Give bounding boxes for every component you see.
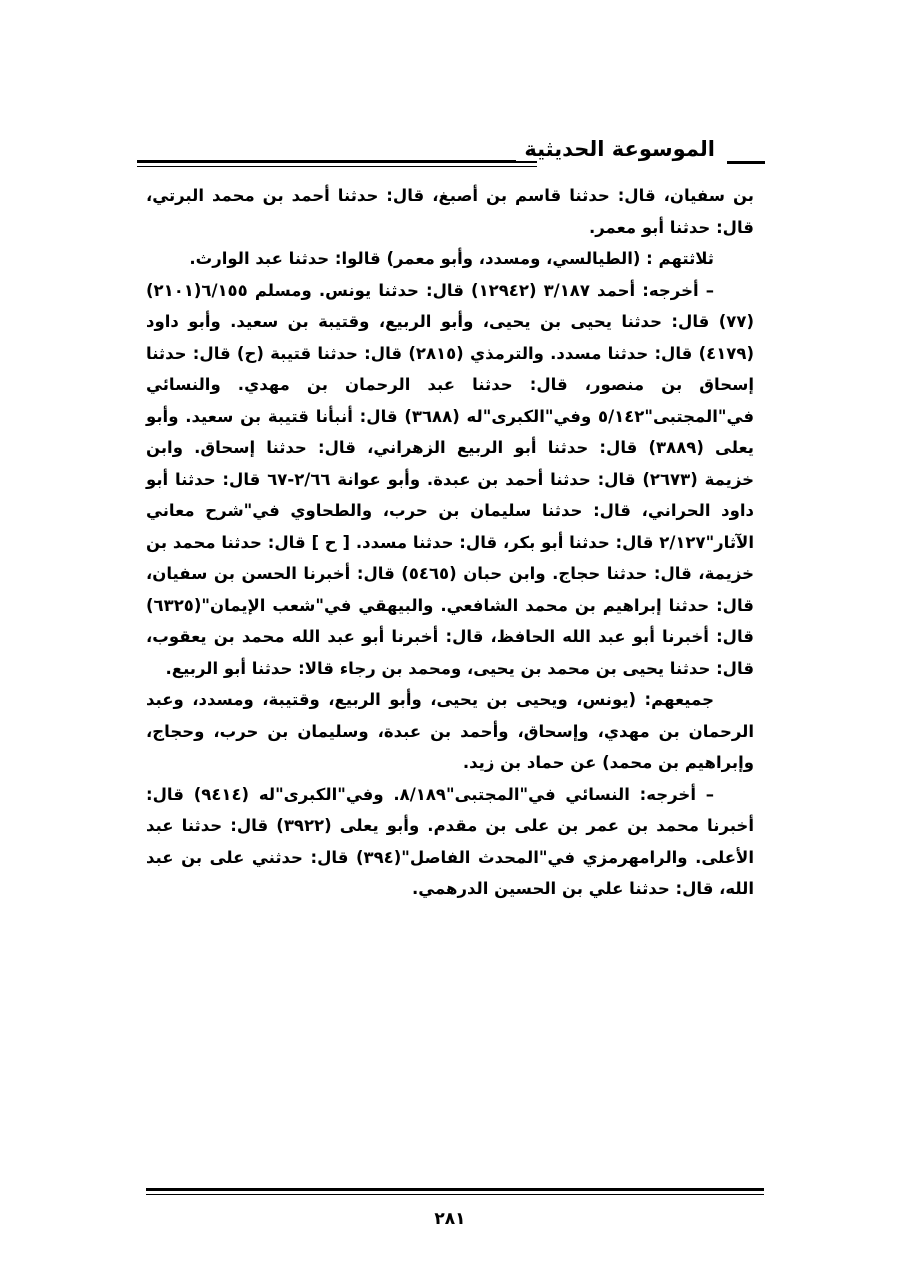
footer-rule-thin [146,1194,764,1195]
footer-rule-thick [146,1188,764,1191]
page-body [146,180,754,905]
header-rule-right [727,161,765,164]
page-number: ٢٨١ [434,1209,466,1229]
paragraph-continuation: بن سفيان، قال: حدثنا قاسم بن أصبغ، قال: حدثنا أحمد بن محمد البرتي، قال: حدثنا أبو معمر. [146,186,754,237]
running-header [137,135,765,175]
paragraph-takhrij-1: – أخرجه: أحمد ٣/١٨٧ (١٢٩٤٢) قال: حدثنا يونس. ومسلم ٦/١٥٥(٢١٠١) (٧٧) قال: حدثنا يحيى بن يحيى، وأبو الربيع، وقتيبة بن سعيد. وأبو داود (٤١٧٩) قال: حدثنا مسدد. والترمذي (٢٨١٥) قال: حدثنا قتيبة (ح) قال: حدثنا إسحاق بن منصور، قال: حدثنا عبد الرحمان بن مهدي. والنسائي في"المجتبى"٥/١٤٢ وفي"الكبرى"له (٣٦٨٨) قال: أنبأنا قتيبة بن سعيد. وأبو يعلى (٣٨٨٩) قال: حدثنا أبو الربيع الزهراني، قال: حدثنا إسحاق. وابن خزيمة (٢٦٧٣) قال: حدثنا أحمد بن عبدة. وأبو عوانة ٢/٦٦-٦٧ قال: حدثنا أبو داود الحراني، قال: حدثنا سليمان بن حرب، والطحاوي في"شرح معاني الآثار"٢/١٢٧ قال: حدثنا أبو بكر، قال: حدثنا مسدد. [ ح ] قال: حدثنا محمد بن خزيمة، قال: حدثنا حجاج. وابن حبان (٥٤٦٥) قال: أخبرنا الحسن بن سفيان، قال: حدثنا إبراهيم بن محمد الشافعي. والبيهقي في"شعب الإيمان"(٦٣٢٥) قال: أخبرنا أبو عبد الله الحافظ، قال: أخبرنا أبو عبد الله محمد بن يعقوب، قال: حدثنا يحيى بن محمد بن يحيى، ومحمد بن رجاء قالا: حدثنا أبو الربيع. [146,280,755,678]
header-title: الموسوعة الحديثية [516,137,723,161]
paragraph-all-of-them: جميعهم: (يونس، ويحيى بن يحيى، وأبو الربيع، وقتيبة، ومسدد، وعبد الرحمان بن مهدي، وإسحاق، وأحمد بن عبدة، وسليمان بن حرب، وحجاج، وإبراهيم بن محمد) عن حماد بن زيد. [146,690,754,772]
paragraph-trio: ثلاثتهم : (الطيالسي، ومسدد، وأبو معمر) قالوا: حدثنا عبد الوارث. [189,249,714,268]
header-rule-left-thick [137,160,537,163]
footer-rule [146,1188,764,1195]
header-rule-left-thin [137,166,537,167]
paragraph-takhrij-2: – أخرجه: النسائي في"المجتبى"٨/١٨٩. وفي"الكبرى"له (٩٤١٤) قال: أخبرنا محمد بن عمر بن على بن مقدم. وأبو يعلى (٣٩٢٢) قال: حدثنا عبد الأعلى. والرامهرمزي في"المحدث الفاصل"(٣٩٤) قال: حدثني على بن عبد الله، قال: حدثنا علي بن الحسين الدرهمي. [146,784,754,898]
